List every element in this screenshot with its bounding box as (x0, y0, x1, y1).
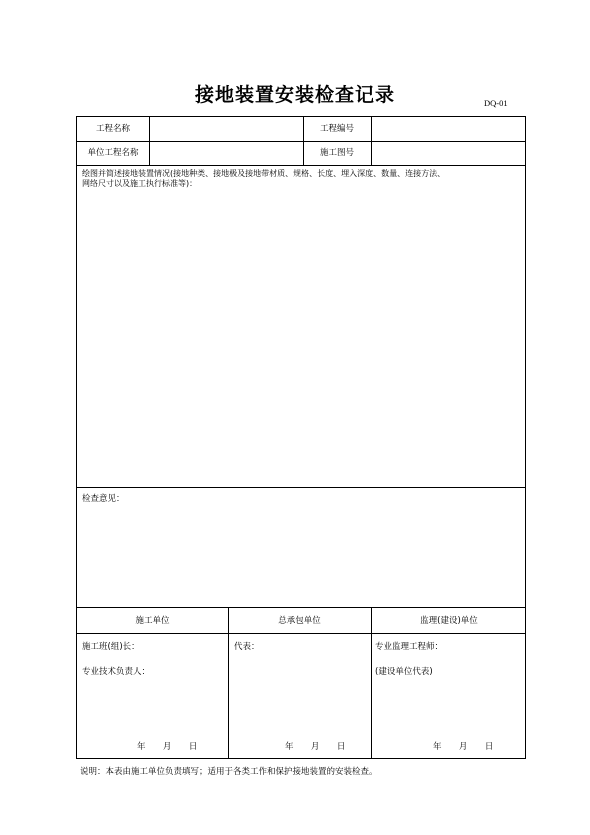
general-contractor-date (285, 742, 345, 753)
team-leader-label: 施工班(组)长： (82, 642, 140, 652)
col-divider (149, 117, 150, 165)
inspection-form (76, 116, 526, 759)
date-month: 月 (162, 742, 172, 752)
col-divider (371, 607, 372, 758)
construction-unit-date (137, 742, 197, 753)
form-code: DQ-01 (484, 98, 508, 108)
supervision-unit-heading: 监理(建设)单位 (420, 616, 478, 626)
construction-unit-heading: 施工单位 (135, 616, 170, 626)
date-year: 年 (433, 742, 442, 752)
project-number-label: 工程编号 (319, 124, 354, 134)
col-divider (371, 117, 372, 165)
inspection-opinion-area[interactable] (79, 509, 523, 603)
inspection-opinion-label: 检查意见： (82, 494, 125, 504)
date-day: 日 (484, 742, 494, 752)
row-divider (77, 487, 525, 488)
row-divider (77, 607, 525, 608)
supervision-unit-date (433, 742, 493, 753)
contractor-representative-label: 代表： (234, 642, 260, 652)
footnote: 说明：本表由施工单位负责填写；适用于各类工作和保护接地装置的安装检查。 (80, 767, 378, 777)
date-month: 月 (310, 742, 320, 752)
sketch-instruction-line1: 绘图并简述接地装置情况(接地种类、接地极及接地带材质、规格、长度、埋入深度、数量、连接方法、 (82, 169, 446, 178)
supervising-engineer-label: 专业监理工程师： (375, 642, 444, 652)
sketch-area[interactable] (79, 193, 523, 483)
general-contractor-heading: 总承包单位 (278, 616, 321, 626)
col-divider (228, 607, 229, 758)
form-title: 接地装置安装检查记录 (194, 84, 395, 106)
drawing-number-label: 施工图号 (319, 148, 354, 158)
row-divider (77, 165, 525, 166)
project-name-label: 工程名称 (95, 124, 130, 134)
date-year: 年 (137, 742, 146, 752)
date-month: 月 (458, 742, 468, 752)
date-day: 日 (336, 742, 346, 752)
row-divider (77, 141, 525, 142)
unit-project-label: 单位工程名称 (87, 148, 139, 158)
sketch-instruction-line2: 网络尺寸以及施工执行标准等)： (82, 179, 198, 188)
row-divider (77, 633, 525, 634)
owner-representative-label: (建设单位代表) (375, 667, 433, 677)
date-year: 年 (285, 742, 294, 752)
technical-lead-label: 专业技术负责人： (82, 667, 151, 677)
date-day: 日 (188, 742, 198, 752)
